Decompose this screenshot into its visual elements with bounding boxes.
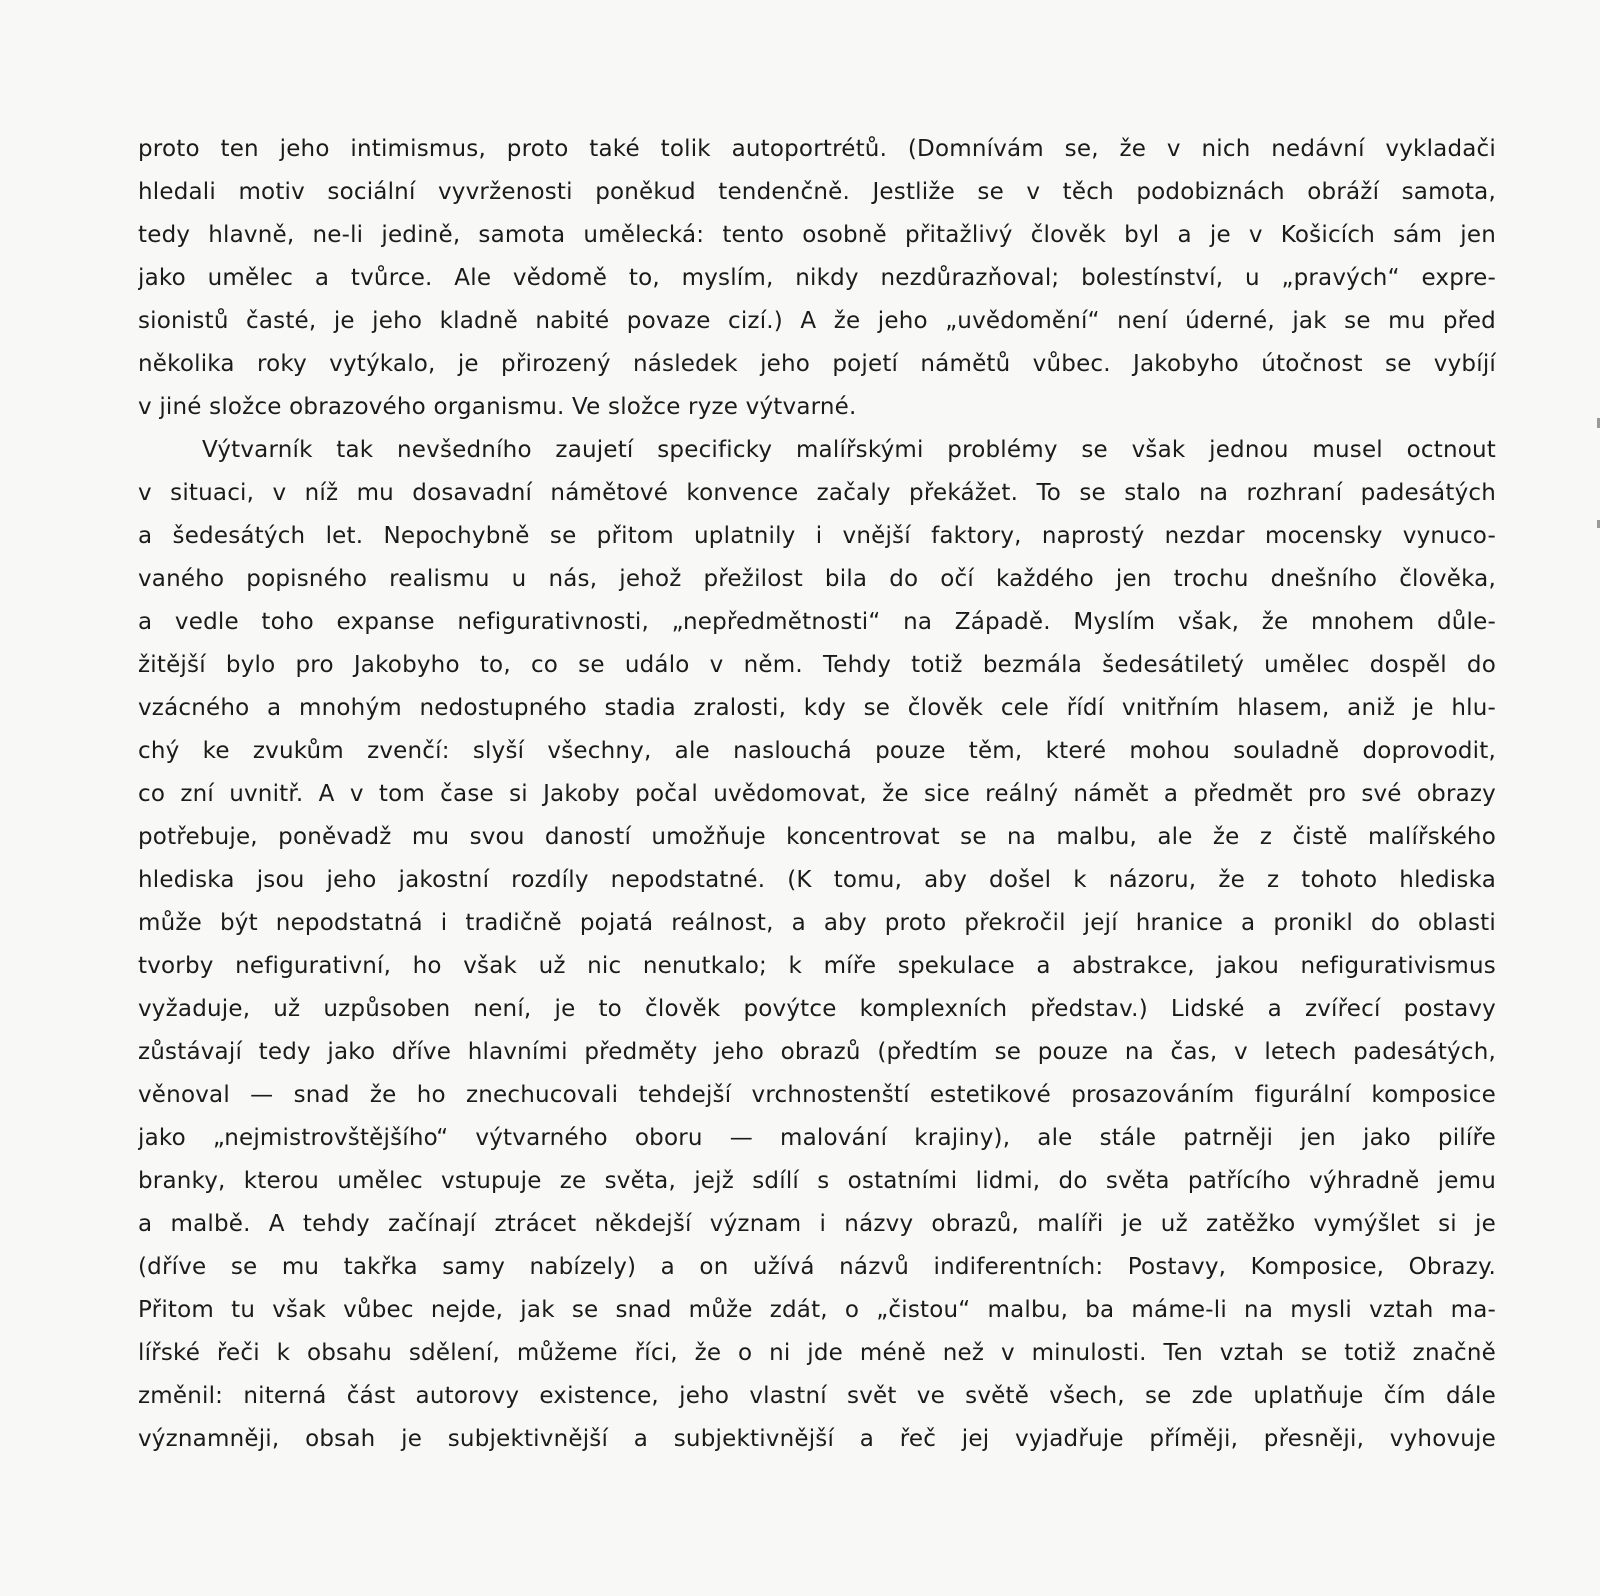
text-line: hledali motiv sociální vyvrženosti poněkud tendenčně. Jestliže se v těch podobiznách obráží samota, — [138, 179, 1496, 205]
text-line: potřebuje, poněvadž mu svou daností umožňuje koncentrovat se na malbu, ale že z čistě malířského — [138, 824, 1496, 850]
text-line: hlediska jsou jeho jakostní rozdíly nepodstatné. (K tomu, aby došel k názoru, že z tohoto hlediska — [138, 867, 1496, 893]
text-line: co zní uvnitř. A v tom čase si Jakoby počal uvědomovat, že sice reálný námět a předmět pro své obrazy — [138, 781, 1496, 807]
text-line: chý ke zvukům zvenčí: slyší všechny, ale naslouchá pouze těm, které mohou souladně doprovodit, — [138, 738, 1496, 764]
text-line: v jiné složce obrazového organismu. Ve složce ryze výtvarné. — [138, 394, 857, 420]
text-line: několika roky vytýkalo, je přirozený následek jeho pojetí námětů vůbec. Jakobyho útočnost se vybíjí — [138, 351, 1496, 377]
text-line: proto ten jeho intimismus, proto také tolik autoportrétů. (Domnívám se, že v nich nedávní vykladači — [138, 136, 1496, 162]
text-line: v situaci, v níž mu dosavadní námětové konvence začaly překážet. To se stalo na rozhraní padesátých — [138, 480, 1496, 506]
text-line: může být nepodstatná i tradičně pojatá reálnost, a aby proto překročil její hranice a pronikl do oblasti — [138, 910, 1496, 936]
text-line: tvorby nefigurativní, ho však už nic nenutkalo; k míře spekulace a abstrakce, jakou nefigurativismus — [138, 953, 1496, 979]
text-line: významněji, obsah je subjektivnější a subjektivnější a řeč jej vyjadřuje příměji, přesněji, vyhovuje — [138, 1426, 1496, 1452]
text-line: Výtvarník tak nevšedního zaujetí specificky malířskými problémy se však jednou musel octnout — [202, 437, 1496, 463]
text-line: branky, kterou umělec vstupuje ze světa, jejž sdílí s ostatními lidmi, do světa patřícího výhradně jemu — [138, 1168, 1496, 1194]
text-line: a vedle toho expanse nefigurativnosti, „nepředmětnosti“ na Západě. Myslím však, že mnohem důle- — [138, 609, 1496, 635]
text-line: jako umělec a tvůrce. Ale vědomě to, myslím, nikdy nezdůrazňoval; bolestínství, u „pravých“ expre- — [138, 265, 1496, 291]
text-line: lířské řeči k obsahu sdělení, můžeme říci, že o ni jde méně než v minulosti. Ten vztah se totiž značně — [138, 1340, 1496, 1366]
text-line: vaného popisného realismu u nás, jehož přežilost bila do očí každého jen trochu dnešního člověka, — [138, 566, 1496, 592]
body-text — [138, 128, 1496, 1461]
text-line: vyžaduje, už uzpůsoben není, je to člověk povýtce komplexních představ.) Lidské a zvířecí postavy — [138, 996, 1496, 1022]
text-line: vzácného a mnohým nedostupného stadia zralosti, kdy se člověk cele řídí vnitřním hlasem, aniž je hlu- — [138, 695, 1496, 721]
text-line: sionistů časté, je jeho kladně nabité povaze cizí.) A že jeho „uvědomění“ není úderné, jak se mu před — [138, 308, 1496, 334]
text-line: a malbě. A tehdy začínají ztrácet někdejší význam i názvy obrazů, malíři je už zatěžko vymýšlet si je — [138, 1211, 1496, 1237]
paragraph-2 — [138, 429, 1496, 1461]
text-line: tedy hlavně, ne-li jedině, samota umělecká: tento osobně přitažlivý člověk byl a je v Košicích sám jen — [138, 222, 1496, 248]
text-line: změnil: niterná část autorovy existence, jeho vlastní svět ve světě všech, se zde uplatňuje čím dále — [138, 1383, 1496, 1409]
text-line: zůstávají tedy jako dříve hlavními předměty jeho obrazů (předtím se pouze na čas, v letech padesátých, — [138, 1039, 1496, 1065]
paragraph-1 — [138, 128, 1496, 429]
text-line: jako „nejmistrovštějšího“ výtvarného oboru — malování krajiny), ale stále patrněji jen jako pilíře — [138, 1125, 1496, 1151]
text-line: a šedesátých let. Nepochybně se přitom uplatnily i vnější faktory, naprostý nezdar mocensky vynuco- — [138, 523, 1496, 549]
text-line: Přitom tu však vůbec nejde, jak se snad může zdát, o „čistou“ malbu, ba máme-li na mysli vztah ma- — [138, 1297, 1496, 1323]
text-line: žitější bylo pro Jakobyho to, co se událo v něm. Tehdy totiž bezmála šedesátiletý umělec dospěl do — [138, 652, 1496, 678]
text-line: (dříve se mu takřka samy nabízely) a on užívá názvů indiferentních: Postavy, Komposice, Obrazy. — [138, 1254, 1496, 1280]
text-line: věnoval — snad že ho znechucovali tehdejší vrchnostenští estetikové prosazováním figurální komposice — [138, 1082, 1496, 1108]
